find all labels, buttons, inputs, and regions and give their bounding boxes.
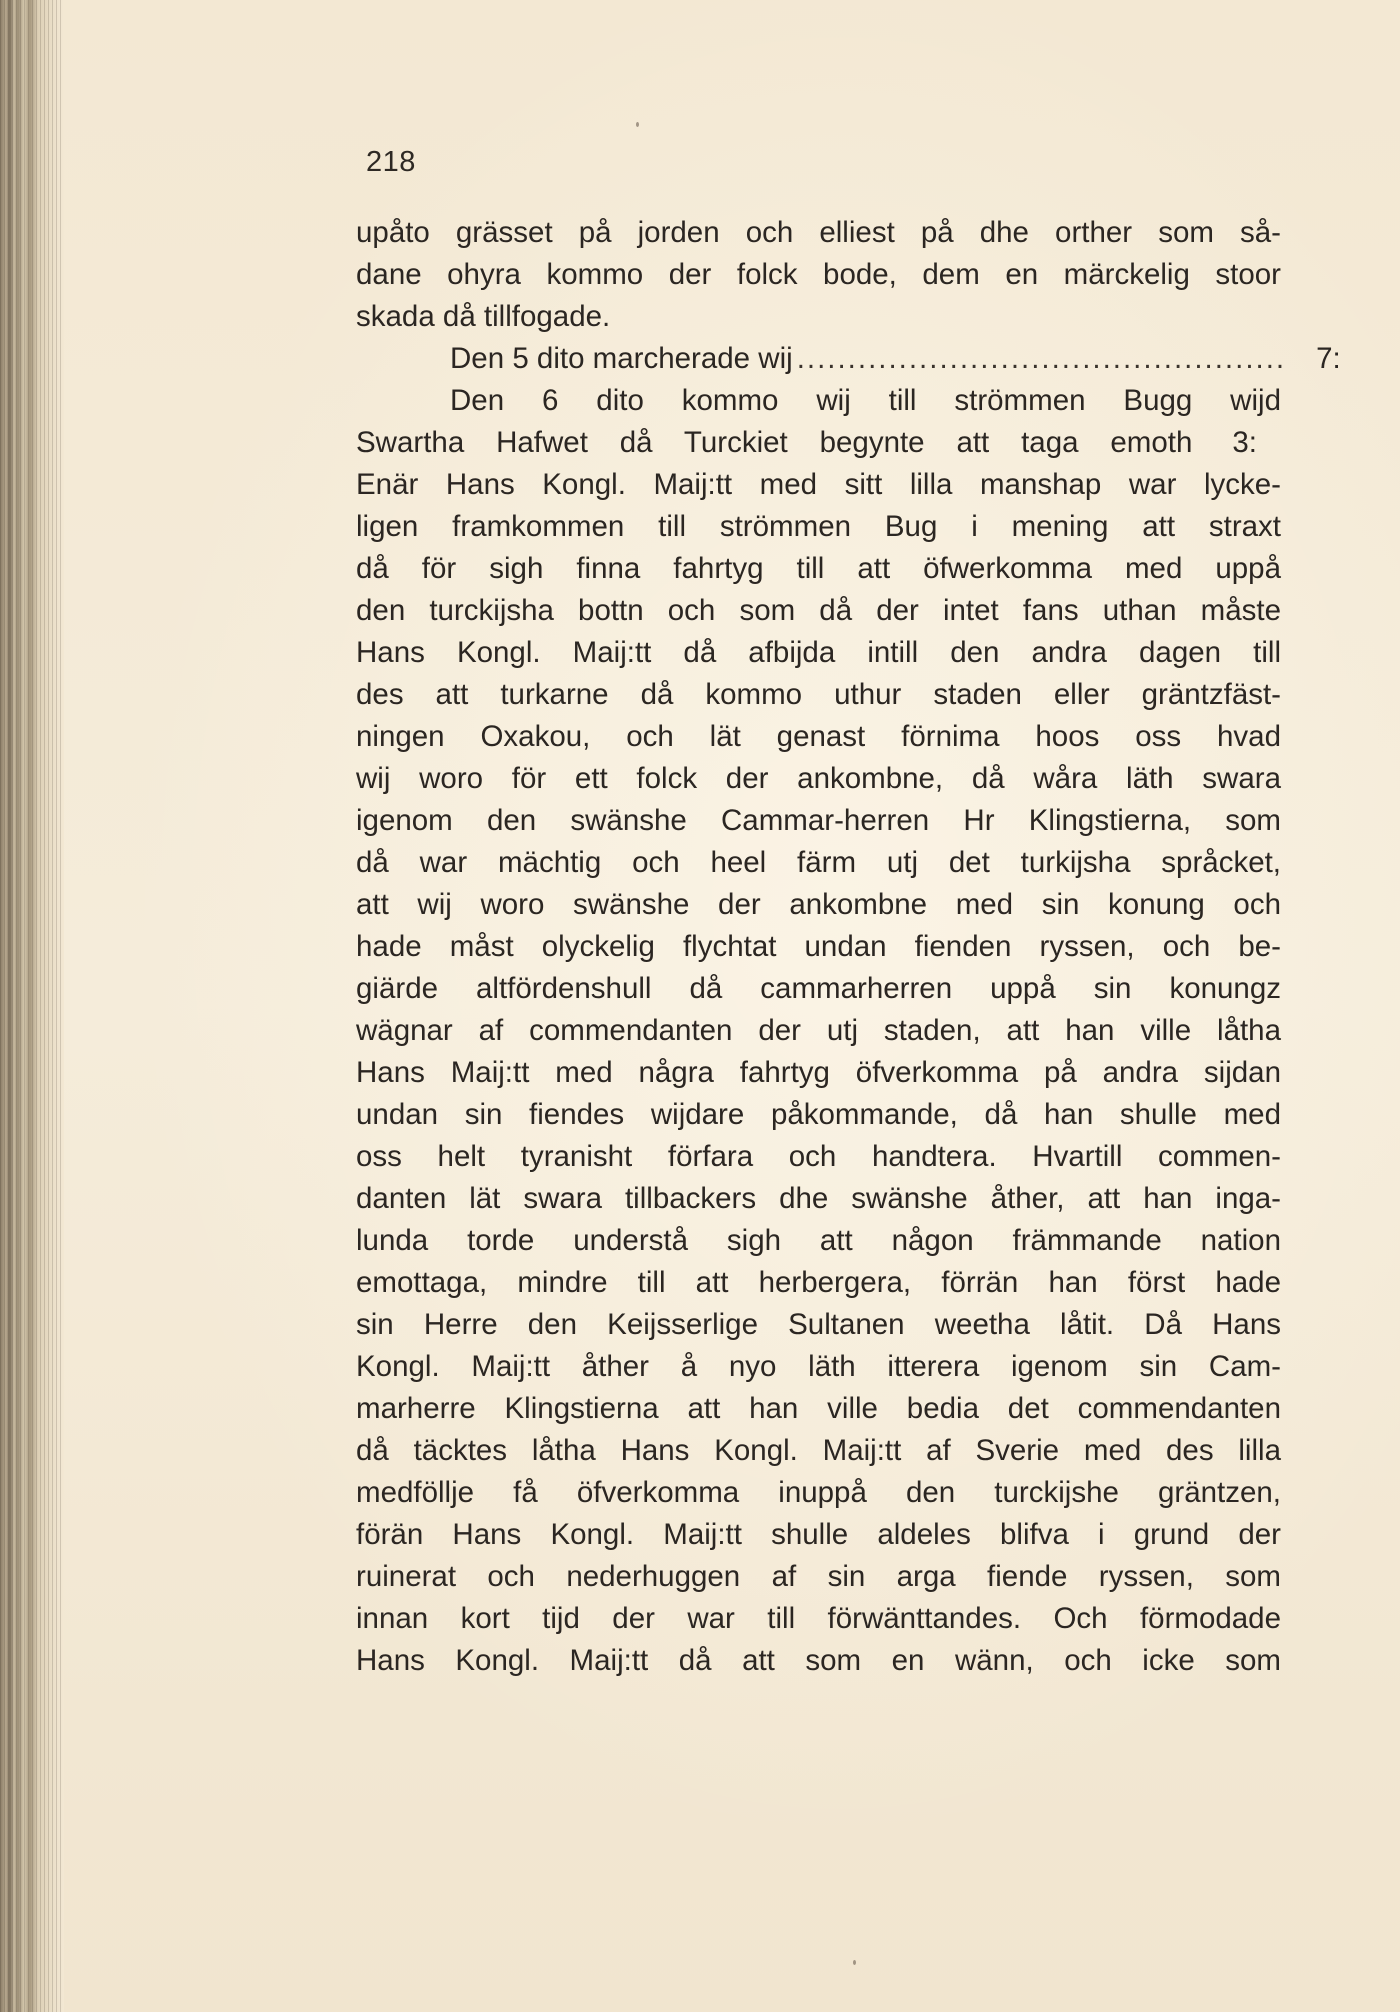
paragraph-line: emottaga, mindre till att herbergera, förrän han först hade xyxy=(356,1266,1281,1299)
diary-entry-text: Swartha Hafwet då Turckiet begynte att taga emoth xyxy=(356,426,1193,459)
leader-dots: ................................................ xyxy=(796,342,1287,375)
paragraph-line: medföllje få öfverkomma inuppå den turckijshe gräntzen, xyxy=(356,1476,1281,1509)
text-line: upåto grässet på jorden och elliest på dhe orther som så- xyxy=(356,216,1281,249)
paragraph-line: giärde altfördenshull då cammarherren uppå sin konungz xyxy=(356,972,1281,1005)
diary-entry-6-continued xyxy=(356,422,1281,464)
paragraph-line: hade måst olyckelig flychtat undan fienden ryssen, och be- xyxy=(356,930,1281,963)
body-text xyxy=(356,212,1341,1682)
paragraph-line: Enär Hans Kongl. Maij:tt med sitt lilla manshap war lycke- xyxy=(356,468,1281,501)
paragraph-line: ruinerat och nederhuggen af sin arga fiende ryssen, som xyxy=(356,1560,1281,1593)
diary-entry-6: Den 6 dito kommo wij till strömmen Bugg wijd xyxy=(450,384,1281,417)
paragraph-line: då täcktes låtha Hans Kongl. Maij:tt af Sverie med des lilla xyxy=(356,1434,1281,1467)
paragraph-line: Kongl. Maij:tt åther å nyo läth itterera igenom sin Cam- xyxy=(356,1350,1281,1383)
paragraph-line: Hans Maij:tt med några fahrtyg öfverkomma på andra sijdan xyxy=(356,1056,1281,1089)
paragraph-line: ligen framkommen till strömmen Bug i mening att straxt xyxy=(356,510,1281,543)
paragraph-line: Hans Kongl. Maij:tt då att som en wänn, och icke som xyxy=(356,1644,1281,1677)
diary-entry-number: 3: xyxy=(1232,426,1257,459)
paper-speck xyxy=(853,1960,856,1965)
paragraph-line: wägnar af commendanten der utj staden, att han ville låtha xyxy=(356,1014,1281,1047)
paragraph-line: ningen Oxakou, och lät genast förnima hoos oss hvad xyxy=(356,720,1281,753)
paragraph-line: marherre Klingstierna att han ville bedia det commendanten xyxy=(356,1392,1281,1425)
text-line: skada då tillfogade. xyxy=(356,300,611,333)
paragraph-line: då war mächtig och heel färm utj det turkijsha språcket, xyxy=(356,846,1281,879)
text-line: dane ohyra kommo der folck bode, dem en märckelig stoor xyxy=(356,258,1281,291)
page-number: 218 xyxy=(366,146,416,178)
book-binding-edge xyxy=(0,0,64,2012)
diary-entry-number: 7: xyxy=(1316,342,1341,375)
paragraph-line: att wij woro swänshe der ankombne med sin konung och xyxy=(356,888,1281,921)
paragraph-line: sin Herre den Keijsserlige Sultanen weetha låtit. Då Hans xyxy=(356,1308,1281,1341)
paragraph-line: igenom den swänshe Cammar-herren Hr Klingstierna, som xyxy=(356,804,1281,837)
paragraph-line: danten lät swara tillbackers dhe swänshe åther, att han inga- xyxy=(356,1182,1281,1215)
paper-speck xyxy=(636,122,639,127)
paragraph-line: då för sigh finna fahrtyg till att öfwerkomma med uppå xyxy=(356,552,1281,585)
paragraph-line: oss helt tyranisht förfara och handtera. Hvartill commen- xyxy=(356,1140,1281,1173)
paragraph-line: Hans Kongl. Maij:tt då afbijda intill den andra dagen till xyxy=(356,636,1281,669)
paragraph-line: lunda torde understå sigh att någon främmande nation xyxy=(356,1224,1281,1257)
paragraph-line: des att turkarne då kommo uthur staden eller gräntzfäst- xyxy=(356,678,1281,711)
paragraph-line: undan sin fiendes wijdare påkommande, då han shulle med xyxy=(356,1098,1281,1131)
paragraph-line: innan kort tijd der war till förwänttandes. Och förmodade xyxy=(356,1602,1281,1635)
diary-entry-text: Den 5 dito marcherade wij xyxy=(450,342,793,375)
paragraph-line: den turckijsha bottn och som då der intet fans uthan måste xyxy=(356,594,1281,627)
paragraph-line: wij woro för ett folck der ankombne, då wåra läth swara xyxy=(356,762,1281,795)
diary-entry-5 xyxy=(356,338,1341,380)
paragraph-line: förän Hans Kongl. Maij:tt shulle aldeles blifva i grund der xyxy=(356,1518,1281,1551)
